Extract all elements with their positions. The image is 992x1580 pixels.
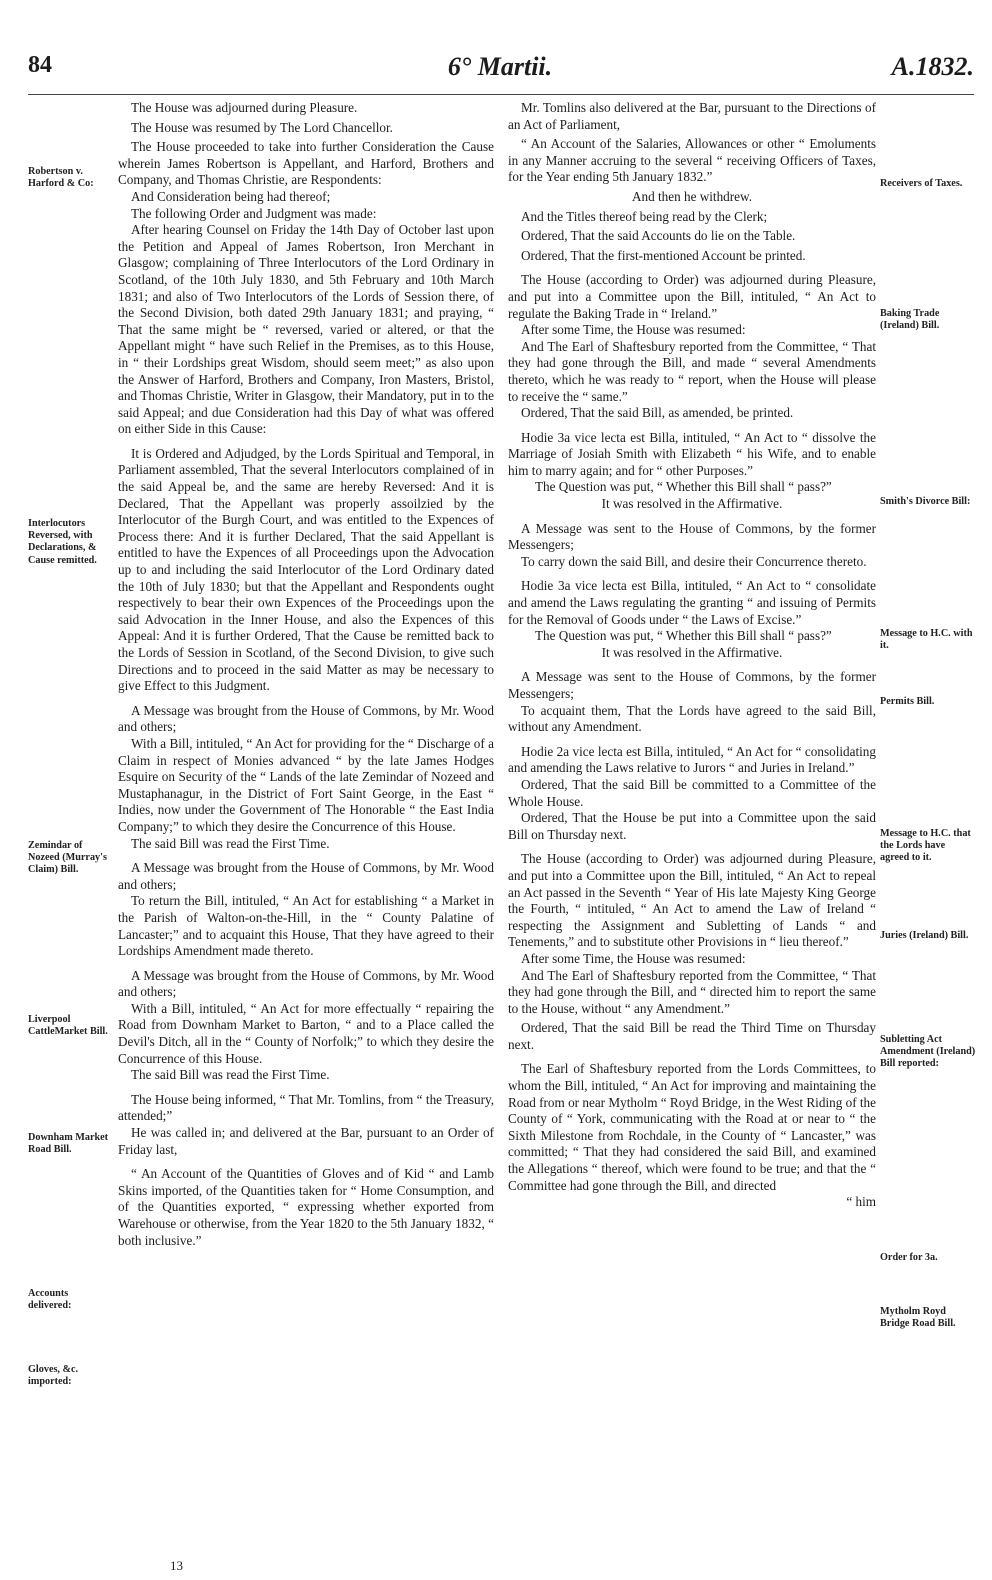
paragraph: The Question was put, “ Whether this Bill shall “ pass?” bbox=[535, 479, 832, 495]
paragraph: And Consideration being had thereof; bbox=[131, 188, 331, 204]
paragraph: A Message was brought from the House of Commons, by Mr. Wood and others; bbox=[118, 967, 494, 1000]
paragraph: With a Bill, intituled, “ An Act for providing for the “ Discharge of a Claim in respect of Monies advanced “ by the late James Hodges Esquire on Security of the “ Lands of the late Zemindar of Nozeed and Mustaphanagur, in the District of Fort Saint George, in the East “ Indies, now under the Government of The Honorable “ the East India Company;” to which they desire the Concurrence of this House. bbox=[118, 735, 494, 834]
paragraph: The House (according to Order) was adjourned during Pleasure, and put into a Committee upon the Bill, intituled, “ An Act to repeal an Act passed in the Seventh “ Year of His late Majesty King George the Fourth, “ intituled, “ An Act to amend the Law of Ireland “ respecting the Assignment and Subletting of Lands “ and Tenements,” and to substitute other Provisions in “ lieu thereof.” bbox=[508, 851, 876, 950]
paragraph: He was called in; and delivered at the Bar, pursuant to an Order of Friday last, bbox=[118, 1125, 494, 1157]
paragraph: The Question was put, “ Whether this Bill shall “ pass?” bbox=[535, 628, 832, 644]
paragraph: Ordered, That the said Accounts do lie on the Table. bbox=[521, 228, 796, 244]
paragraph: And The Earl of Shaftesbury reported from the Committee, “ That they had gone through the Bill, and “ directed him to report the same to the House, without “ any Amendment.” bbox=[508, 967, 876, 1016]
margin-note: Liverpool CattleMarket Bill. bbox=[28, 1014, 108, 1038]
paragraph: To return the Bill, intituled, “ An Act for establishing “ a Market in the Parish of Walton-on-the-Hill, in the “ County Palatine of Lancaster;” and to acquaint this House, That they have agreed to their Lordships Amendment made thereto. bbox=[118, 893, 494, 959]
journal-year: A.1832. bbox=[891, 52, 974, 81]
paragraph: The following Order and Judgment was made: bbox=[131, 205, 377, 221]
paragraph: And The Earl of Shaftesbury reported from the Committee, “ That they had gone through the Bill, and made “ several Amendments thereto, which he was ready to “ report, when the House will please to receive the “ same.” bbox=[508, 338, 876, 404]
margin-note: Message to H.C. that the Lords have agreed to it. bbox=[880, 828, 971, 864]
paragraph: Ordered, That the House be put into a Committee upon the said Bill on Thursday next. bbox=[508, 810, 876, 842]
margin-note: Juries (Ireland) Bill. bbox=[880, 930, 969, 941]
paragraph: The said Bill was read the First Time. bbox=[131, 835, 330, 851]
paragraph: And the Titles thereof being read by the Clerk; bbox=[521, 208, 768, 224]
paragraph: Hodie 2a vice lecta est Billa, intituled, “ An Act for “ consolidating and amending the Laws relative to Jurors “ and Juries in Ireland.” bbox=[508, 743, 876, 776]
paragraph: The House proceeded to take into further Consideration the Cause wherein James Robertson is Appellant, and Harford, Brothers and Company, and Thomas Christie, are Respondents: bbox=[118, 139, 494, 188]
paragraph: Ordered, That the said Bill be committed to a Committee of the Whole House. bbox=[508, 776, 876, 809]
signature-mark: 13 bbox=[170, 1558, 183, 1573]
paragraph: It was resolved in the Affirmative. bbox=[601, 496, 783, 512]
paragraph: To carry down the said Bill, and desire their Concurrence thereto. bbox=[521, 553, 867, 569]
paragraph: And then he withdrew. bbox=[631, 188, 752, 204]
margin-note: Receivers of Taxes. bbox=[880, 178, 963, 189]
paragraph: Mr. Tomlins also delivered at the Bar, pursuant to the Directions of an Act of Parliament, bbox=[508, 100, 876, 132]
margin-note: Gloves, &c. imported: bbox=[28, 1364, 79, 1388]
paragraph: A Message was sent to the House of Commons, by the former Messengers; bbox=[508, 669, 876, 701]
paragraph: Ordered, That the said Bill be read the Third Time on Thursday next. bbox=[508, 1020, 876, 1052]
margin-note: Message to H.C. with it. bbox=[880, 628, 973, 652]
header-rule bbox=[28, 94, 974, 95]
margin-note: Baking Trade (Ireland) Bill. bbox=[880, 308, 940, 332]
left-column bbox=[118, 100, 494, 1249]
paragraph: Hodie 3a vice lecta est Billa, intituled, “ An Act to “ consolidate and amend the Laws regulating the granting “ and issuing of Permits for the Removal of Goods under “ the Laws of Excise.” bbox=[508, 578, 876, 627]
paragraph: The House being informed, “ That Mr. Tomlins, from “ the Treasury, attended;” bbox=[118, 1091, 494, 1124]
margin-note: Mytholm Royd Bridge Road Bill. bbox=[880, 1306, 956, 1330]
paragraph: Hodie 3a vice lecta est Billa, intituled, “ An Act to “ dissolve the Marriage of Josiah Smith with Elizabeth “ his Wife, and to enable him to marry again; and for “ other Purposes.” bbox=[508, 429, 876, 478]
journal-date: 6° Martii. bbox=[447, 52, 553, 81]
paragraph: Ordered, That the said Bill, as amended, be printed. bbox=[521, 405, 794, 421]
margin-note: Zemindar of Nozeed (Murray's Claim) Bill. bbox=[28, 840, 107, 876]
margin-note: Smith's Divorce Bill: bbox=[880, 496, 971, 507]
margin-note: Robertson v. Harford & Co: bbox=[28, 166, 94, 190]
margin-note: Subletting Act Amendment (Ireland) Bill reported: bbox=[880, 1034, 976, 1070]
paragraph: After some Time, the House was resumed: bbox=[521, 322, 746, 338]
paragraph: It is Ordered and Adjudged, by the Lords Spiritual and Temporal, in Parliament assembled, That the several Interlocutors complained of in the said Appeal be, and the same are hereby Reversed: And it is Declared, That the Appellant was properly assoilzied by the Interlocutor of the Burgh Court, and was entitled to the Expences of Process there: And it is further Declared, That the said Appellant is entitled to have the Expences of all Proceedings upon the Advocation up to and including the said Interlocutor of the Lord Ordinary dated the 10th of July 1830; but that the Appellant and Respondents ought respectively to bear their own Expences of the Proceedings upon the said Advocation in the Inner House, and also the Expences of this Appeal: And it is further Ordered, That the Cause be remitted back to the Lords of Session in Scotland, of the Second Division, to give such Directions and to proceed in the said Matter as may be necessary to give Effect to this Judgment. bbox=[118, 445, 494, 694]
margin-note: Permits Bill. bbox=[880, 696, 935, 707]
paragraph: After some Time, the House was resumed: bbox=[521, 950, 746, 966]
paragraph: A Message was sent to the House of Commons, by the former Messengers; bbox=[508, 520, 876, 553]
paragraph: A Message was brought from the House of Commons, by Mr. Wood and others; bbox=[118, 702, 494, 735]
paragraph: It was resolved in the Affirmative. bbox=[601, 644, 783, 660]
paragraph: A Message was brought from the House of Commons, by Mr. Wood and others; bbox=[118, 860, 494, 892]
paragraph: The House was adjourned during Pleasure. bbox=[131, 100, 358, 115]
page-number: 84 bbox=[28, 52, 52, 78]
catchword: “ him bbox=[846, 1194, 876, 1210]
paragraph: The Earl of Shaftesbury reported from the Lords Committees, to whom the Bill, intituled, “ An Act for improving and maintaining the Road from or near Mytholm “ Royd Bridge, in the West Riding of the County of “ York, communicating with the Road at or near to “ the Sixth Milestone from Rochdale, in the County of “ Lancaster,” was committed; “ That they had considered the said Bill, and examined the Allegations “ thereof, which were found to be true; and that the “ Committee had gone through the Bill, and directed bbox=[508, 1061, 876, 1193]
margin-note: Accounts delivered: bbox=[28, 1288, 72, 1312]
paragraph: With a Bill, intituled, “ An Act for more effectually “ repairing the Road from Downham Market to Barton, “ and to a Place called the Devil's Ditch, all in the “ County of Norfolk;” to which they desire the Concurrence of this House. bbox=[118, 1000, 494, 1066]
paragraph: After hearing Counsel on Friday the 14th Day of October last upon the Petition and Appeal of James Robertson, Iron Merchant in Glasgow; complaining of Three Interlocutors of the Lord Ordinary in Scotland, of the 10th July 1830, and 5th February and 10th March 1831; and also of Two Interlocutors of the Lords of Session there, of the Second Division, both dated 29th January 1831; and praying, “ That the same might be “ reversed, varied or altered, or that the Appellant might “ have such Relief in the Premises, as to this House, in “ their Lordships great Wisdom, should seem meet;” as also upon the Answer of Harford, Brothers and Company, Iron Masters, Bristol, and Thomas Christie, Writer in Glasgow, their Mandatory, put in to the said Appeal; and due Consideration had this Day of what was offered on either Side in this Cause: bbox=[118, 222, 494, 437]
paragraph: “ An Account of the Quantities of Gloves and of Kid “ and Lamb Skins imported, of the Quantities taken for “ Home Consumption, and of the Quantities exported, “ expressing whether exported from Warehouse or otherwise, from the Year 1820 to the 5th January 1832, “ both inclusive.” bbox=[118, 1166, 494, 1248]
margin-note: Order for 3a. bbox=[880, 1252, 938, 1263]
paragraph: The House was resumed by The Lord Chancellor. bbox=[131, 119, 393, 135]
paragraph: The House (according to Order) was adjourned during Pleasure, and put into a Committee upon the Bill, intituled, “ An Act to regulate the Baking Trade in “ Ireland.” bbox=[508, 272, 876, 321]
paragraph: Ordered, That the first-mentioned Account be printed. bbox=[521, 247, 806, 263]
right-column bbox=[508, 100, 876, 1211]
margin-note: Interlocutors Reversed, with Declarations, & Cause remitted. bbox=[28, 518, 97, 566]
page-header bbox=[26, 52, 974, 92]
paragraph: To acquaint them, That the Lords have agreed to the said Bill, without any Amendment. bbox=[508, 702, 876, 735]
margin-note: Downham Market Road Bill. bbox=[28, 1132, 109, 1156]
paragraph: The said Bill was read the First Time. bbox=[131, 1067, 330, 1083]
paragraph: “ An Account of the Salaries, Allowances or other “ Emoluments in any Manner accruing to the several “ receiving Officers of Taxes, for the Year ending 5th January 1832.” bbox=[508, 136, 876, 185]
